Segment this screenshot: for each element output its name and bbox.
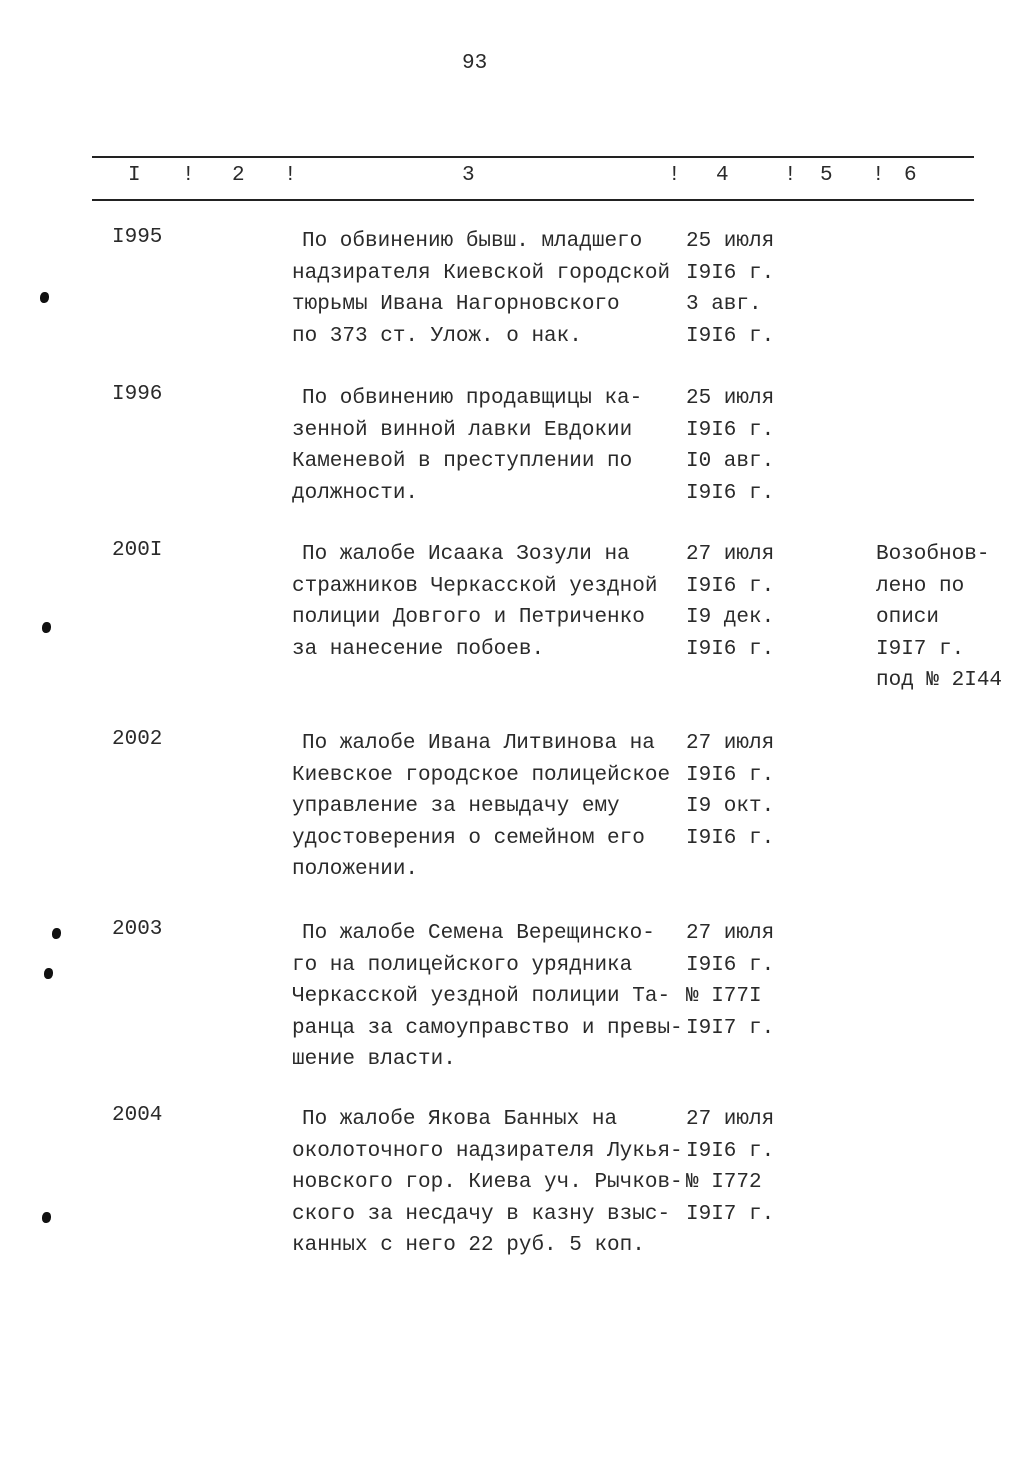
date-line: I9I6 г. bbox=[686, 826, 775, 850]
entry-number: 200I bbox=[112, 539, 163, 562]
date-line: I9I6 г. bbox=[686, 637, 775, 661]
entry-description bbox=[292, 728, 670, 886]
date-line: I9I6 г. bbox=[686, 481, 775, 505]
description-line: Киевское городское полицейское bbox=[292, 763, 671, 787]
description-line: канных с него 22 руб. 5 коп. bbox=[292, 1234, 645, 1257]
description-line: По жалобе Ивана Литвинова на bbox=[302, 732, 655, 755]
header-col-1: I bbox=[128, 164, 141, 187]
description-line: полиции Довгого и Петриченко bbox=[292, 606, 645, 629]
punch-hole-mark bbox=[44, 968, 53, 979]
description-line: новского гор. Киева уч. Рычков- bbox=[292, 1171, 683, 1194]
note-line: Возобнов- bbox=[876, 543, 990, 566]
description-line: надзирателя Киевской городской bbox=[292, 261, 671, 285]
entry-dates bbox=[686, 383, 774, 509]
entry-number: 2003 bbox=[112, 918, 163, 941]
description-line: По жалобе Семена Верещинско- bbox=[302, 922, 655, 945]
punch-hole-mark bbox=[42, 622, 51, 633]
entry-description bbox=[292, 918, 683, 1076]
description-line: По жалобе Исаака Зозули на bbox=[302, 543, 630, 566]
header-sep: ! bbox=[182, 164, 195, 187]
date-line: I9 дек. bbox=[686, 606, 775, 629]
date-line: 3 авг. bbox=[686, 293, 762, 316]
description-line: стражников Черкасской уездной bbox=[292, 574, 658, 598]
description-line: тюрьмы Ивана Нагорновского bbox=[292, 293, 620, 316]
date-line: I9I6 г. bbox=[686, 953, 775, 977]
note-line: под № 2I44 bbox=[876, 669, 1003, 692]
entry-dates bbox=[686, 226, 774, 352]
description-line: Каменевой в преступлении по bbox=[292, 450, 633, 473]
entry-notes bbox=[876, 539, 1002, 697]
entry-dates bbox=[686, 728, 774, 854]
date-line: I9I6 г. bbox=[686, 324, 775, 348]
entry-description bbox=[292, 226, 670, 352]
description-line: удостоверения о семейном его bbox=[292, 826, 645, 850]
entry-number: 2002 bbox=[112, 728, 163, 751]
date-line: № I772 bbox=[686, 1171, 762, 1194]
header-sep: ! bbox=[284, 164, 297, 187]
date-line: 27 июля bbox=[686, 922, 775, 945]
description-line: шение власти. bbox=[292, 1048, 456, 1071]
header-top-rule bbox=[92, 156, 974, 158]
date-line: 27 июля bbox=[686, 732, 775, 755]
header-bottom-rule bbox=[92, 199, 974, 201]
date-line: 27 июля bbox=[686, 543, 775, 566]
date-line: I0 авг. bbox=[686, 450, 775, 473]
date-line: I9 окт. bbox=[686, 795, 775, 818]
date-line: I9I7 г. bbox=[686, 1016, 775, 1040]
header-col-2: 2 bbox=[232, 164, 245, 187]
description-line: По обвинению продавщицы ка- bbox=[302, 387, 643, 410]
note-line: лено по bbox=[876, 574, 965, 598]
description-line: за нанесение побоев. bbox=[292, 637, 545, 661]
description-line: По жалобе Якова Банных на bbox=[302, 1108, 618, 1131]
header-col-6: 6 bbox=[904, 164, 917, 187]
description-line: должности. bbox=[292, 481, 419, 505]
date-line: 27 июля bbox=[686, 1108, 775, 1131]
description-line: управление за невыдачу ему bbox=[292, 795, 620, 818]
entry-dates bbox=[686, 1104, 774, 1230]
description-line: по 373 ст. Улож. о нак. bbox=[292, 324, 582, 348]
date-line: I9I6 г. bbox=[686, 418, 775, 442]
header-sep: ! bbox=[668, 164, 681, 187]
description-line: зенной винной лавки Евдокии bbox=[292, 418, 633, 442]
punch-hole-mark bbox=[52, 928, 61, 939]
description-line: Черкасской уездной полиции Та- bbox=[292, 985, 671, 1008]
description-line: го на полицейского урядника bbox=[292, 953, 633, 977]
date-line: I9I6 г. bbox=[686, 574, 775, 598]
header-col-4: 4 bbox=[716, 164, 729, 187]
entry-number: 2004 bbox=[112, 1104, 163, 1127]
entry-number: I996 bbox=[112, 383, 163, 406]
entry-dates bbox=[686, 539, 774, 665]
description-line: По обвинению бывш. младшего bbox=[302, 230, 643, 253]
description-line: околоточного надзирателя Лукья- bbox=[292, 1139, 683, 1163]
date-line: № I77I bbox=[686, 985, 762, 1008]
entry-number: I995 bbox=[112, 226, 163, 249]
page-number: 93 bbox=[462, 52, 488, 75]
date-line: I9I7 г. bbox=[686, 1202, 775, 1226]
entry-description bbox=[292, 383, 642, 509]
date-line: I9I6 г. bbox=[686, 763, 775, 787]
description-line: ского за несдачу в казну взыс- bbox=[292, 1202, 671, 1226]
header-col-3: 3 bbox=[462, 164, 475, 187]
punch-hole-mark bbox=[40, 292, 49, 303]
entry-description bbox=[292, 1104, 683, 1262]
note-line: описи bbox=[876, 606, 940, 629]
punch-hole-mark bbox=[42, 1212, 51, 1223]
header-sep: ! bbox=[784, 164, 797, 187]
entry-dates bbox=[686, 918, 774, 1044]
date-line: 25 июля bbox=[686, 387, 775, 410]
entry-description bbox=[292, 539, 657, 665]
header-col-5: 5 bbox=[820, 164, 833, 187]
date-line: I9I6 г. bbox=[686, 261, 775, 285]
date-line: I9I6 г. bbox=[686, 1139, 775, 1163]
description-line: положении. bbox=[292, 858, 419, 881]
description-line: ранца за самоуправство и превы- bbox=[292, 1016, 683, 1040]
header-sep: ! bbox=[872, 164, 885, 187]
date-line: 25 июля bbox=[686, 230, 775, 253]
note-line: I9I7 г. bbox=[876, 637, 965, 661]
